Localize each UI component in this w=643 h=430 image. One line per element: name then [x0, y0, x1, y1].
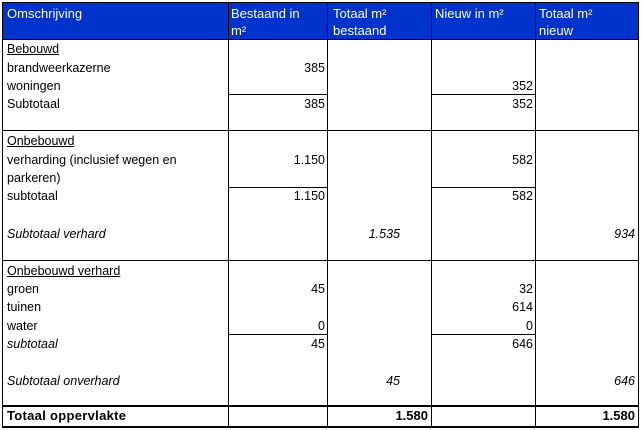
value-nieuw: 646	[512, 337, 533, 351]
row-label: verharding (inclusief wegen en	[7, 153, 177, 167]
value-bestaand: 1.150	[293, 189, 325, 203]
subtotal-onverhard-totaal-nieuw: 646	[614, 374, 635, 388]
value-bestaand: 385	[304, 61, 325, 75]
value-nieuw: 0	[526, 319, 533, 333]
row-label: groen	[7, 282, 39, 296]
value-bestaand: 385	[304, 97, 325, 111]
value-bestaand: 1.150	[293, 153, 325, 167]
value-bestaand: 45	[311, 282, 325, 296]
subtotal-onverhard-totaal-bestaand: 45	[386, 374, 400, 388]
value-nieuw: 614	[512, 300, 533, 314]
header-nieuw: Nieuw in m²	[435, 6, 504, 21]
row-label: tuinen	[7, 300, 42, 314]
subtotal-verhard-label: Subtotaal verhard	[7, 227, 106, 241]
subtotal-onverhard-label: Subtotaal onverhard	[7, 374, 120, 388]
total-label: Totaal oppervlakte	[7, 408, 127, 423]
value-bestaand: 45	[311, 337, 325, 351]
row-label: brandweerkazerne	[7, 61, 111, 75]
header-bestaand: Bestaand in m²	[231, 6, 300, 38]
row-label: Subtotaal	[7, 97, 60, 111]
header-totaal-nieuw: Totaal m² nieuw	[539, 6, 593, 38]
row-label: woningen	[7, 79, 61, 93]
value-nieuw: 582	[512, 153, 533, 167]
total-totaal-nieuw: 1.580	[602, 408, 635, 423]
value-nieuw: 352	[512, 97, 533, 111]
area-table	[2, 2, 639, 428]
row-label: parkeren)	[7, 171, 61, 185]
value-nieuw: 582	[512, 189, 533, 203]
value-nieuw: 352	[512, 79, 533, 93]
section-title-onbebouwd-verhard: Onbebouwd verhard	[7, 264, 121, 278]
value-nieuw: 32	[519, 282, 533, 296]
row-label: subtotaal	[7, 337, 58, 351]
value-bestaand: 0	[318, 319, 325, 333]
row-label: subtotaal	[7, 189, 58, 203]
section-title-bebouwd: Bebouwd	[7, 42, 60, 56]
total-totaal-bestaand: 1.580	[395, 408, 428, 423]
header-totaal-bestaand: Totaal m² bestaand	[333, 6, 387, 38]
subtotal-verhard-totaal-bestaand: 1.535	[368, 227, 400, 241]
subtotal-verhard-totaal-nieuw: 934	[614, 227, 635, 241]
row-label: water	[7, 319, 38, 333]
header-omschrijving: Omschrijving	[7, 6, 83, 21]
section-title-onbebouwd: Onbebouwd	[7, 134, 75, 148]
